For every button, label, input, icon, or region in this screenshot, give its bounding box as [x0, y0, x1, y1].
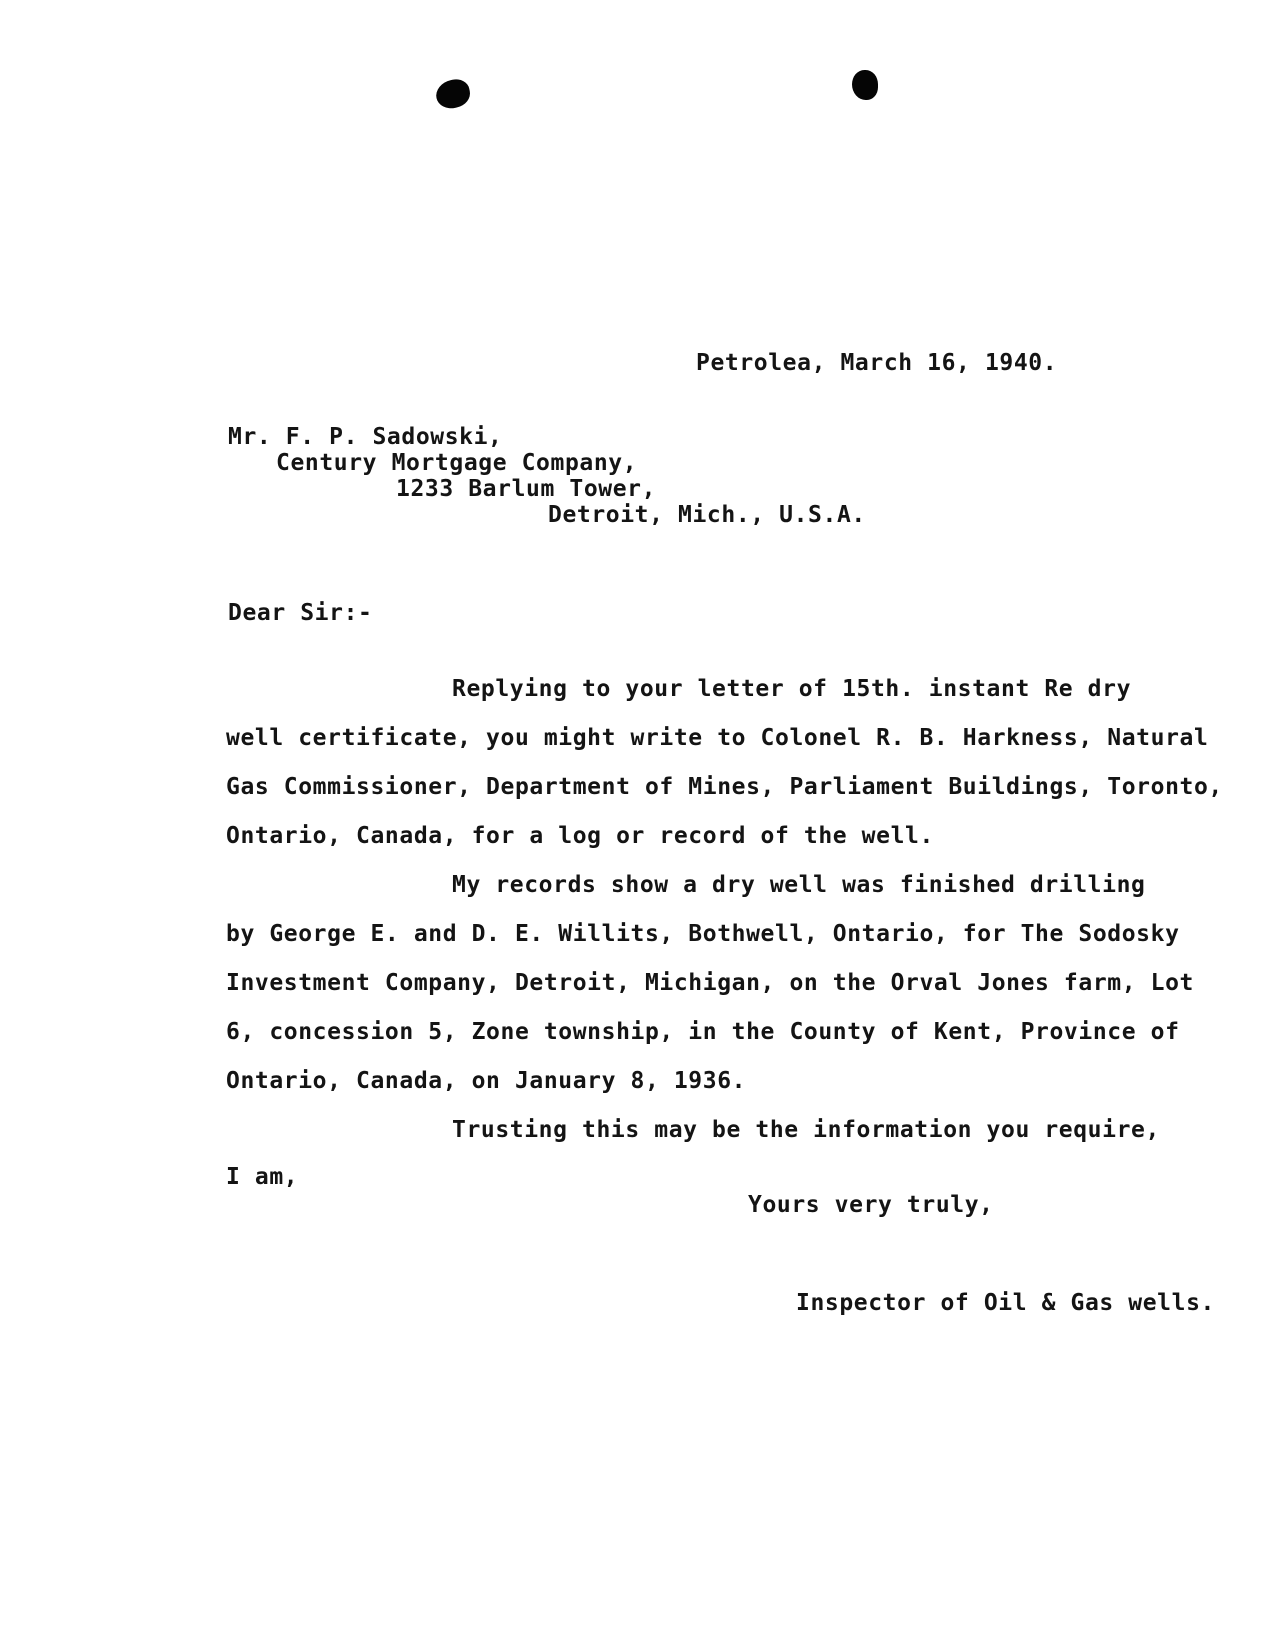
punch-hole-right: [852, 70, 878, 100]
punch-hole-left: [433, 77, 472, 111]
body-line: 6, concession 5, Zone township, in the County of Kent, Province of: [226, 1019, 1180, 1045]
complimentary-close: Yours very truly,: [748, 1192, 994, 1218]
body-line: Replying to your letter of 15th. instant Re dry: [452, 676, 1132, 702]
body-line: Gas Commissioner, Department of Mines, Parliament Buildings, Toronto,: [226, 774, 1223, 800]
body-line: Ontario, Canada, on January 8, 1936.: [226, 1068, 747, 1094]
recipient-company: Century Mortgage Company,: [276, 450, 638, 476]
dateline: Petrolea, March 16, 1940.: [696, 350, 1058, 376]
body-line: Ontario, Canada, for a log or record of the well.: [226, 823, 934, 849]
recipient-city: Detroit, Mich., U.S.A.: [548, 502, 866, 528]
body-line: My records show a dry well was finished drilling: [452, 872, 1146, 898]
body-line: Investment Company, Detroit, Michigan, on the Orval Jones farm, Lot: [226, 970, 1194, 996]
body-line: well certificate, you might write to Colonel R. B. Harkness, Natural: [226, 725, 1209, 751]
body-line: Trusting this may be the information you require,: [452, 1117, 1160, 1143]
i-am-line: I am,: [226, 1164, 299, 1190]
recipient-name: Mr. F. P. Sadowski,: [228, 424, 503, 450]
recipient-street: 1233 Barlum Tower,: [396, 476, 657, 502]
body-line: by George E. and D. E. Willits, Bothwell, Ontario, for The Sodosky: [226, 921, 1180, 947]
signature-title: Inspector of Oil & Gas wells.: [796, 1290, 1215, 1316]
salutation: Dear Sir:-: [228, 600, 373, 626]
